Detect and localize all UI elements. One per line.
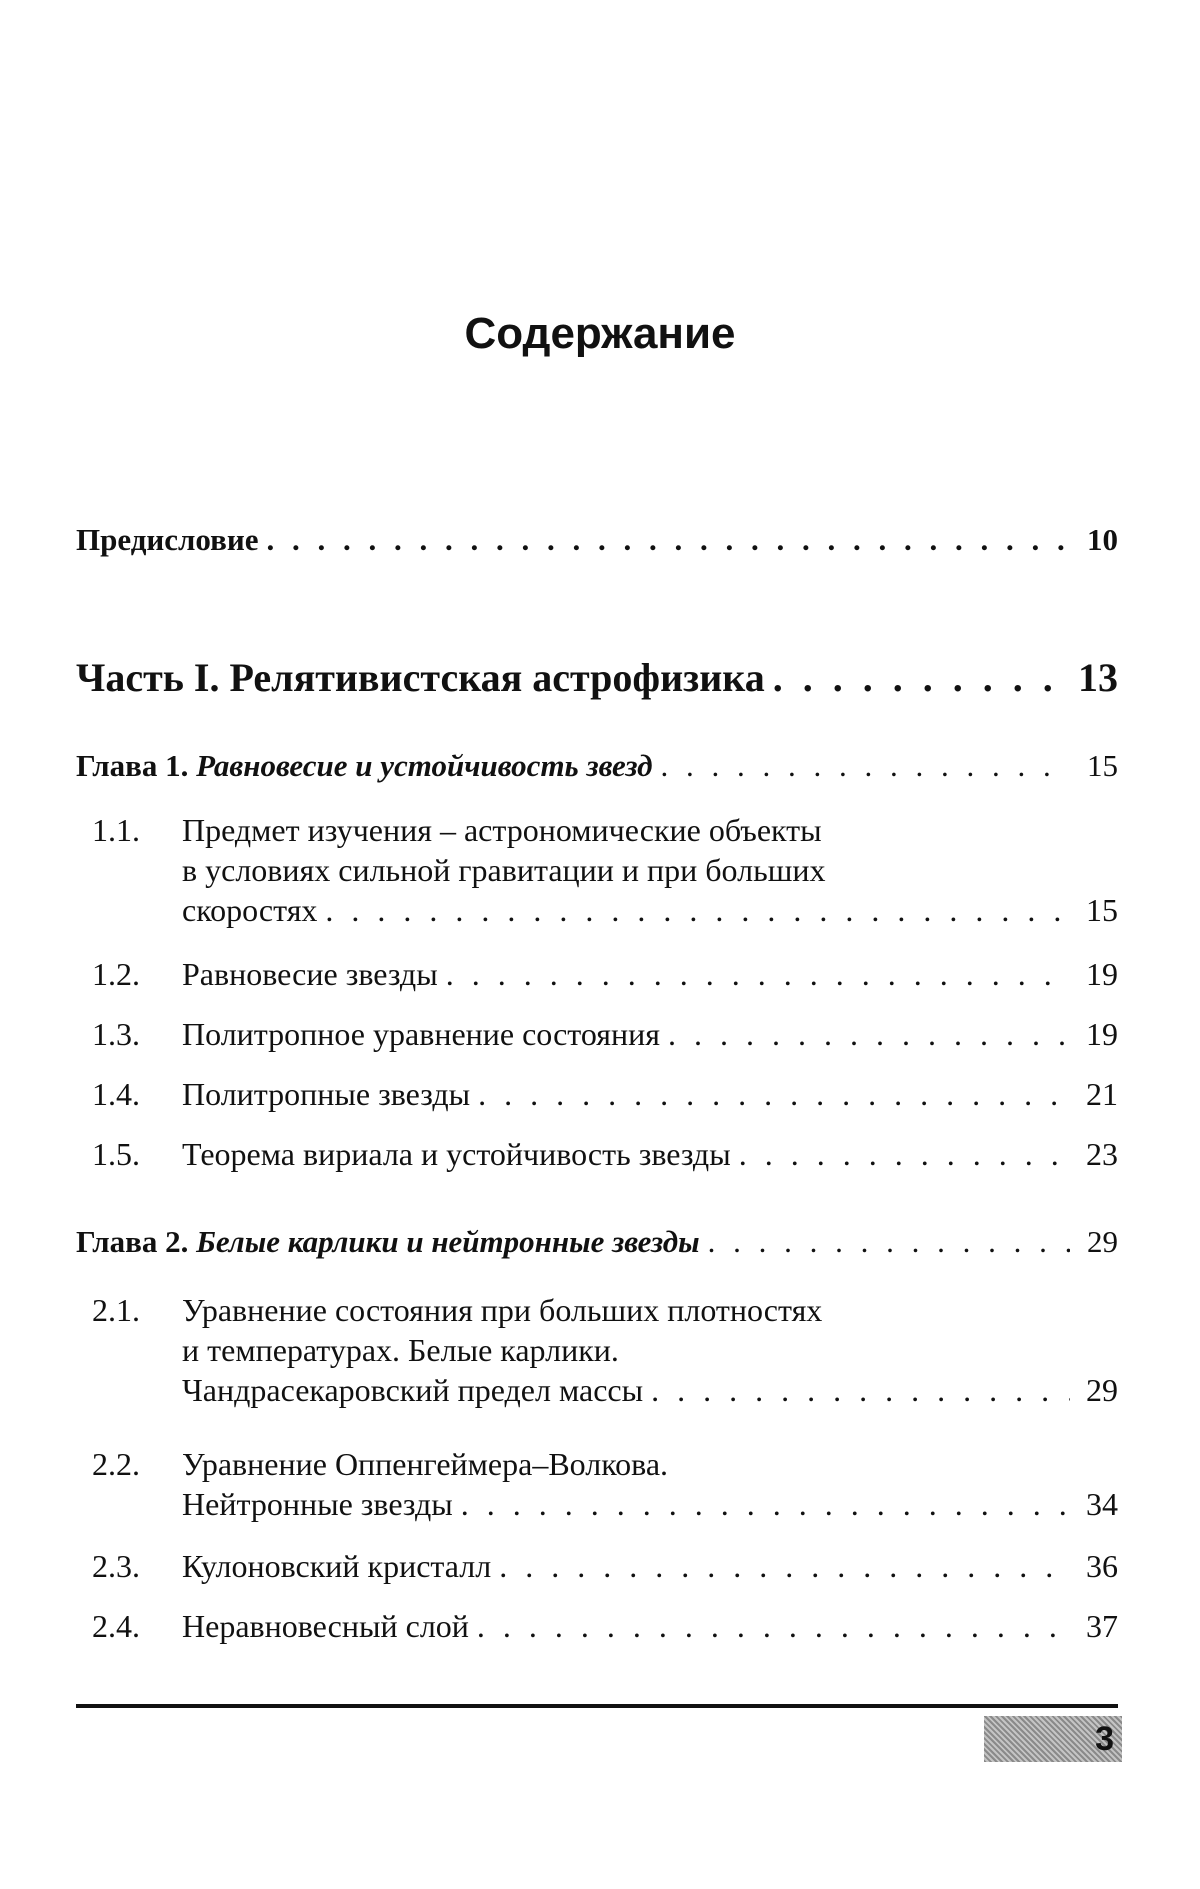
leader-dots <box>668 1014 1070 1054</box>
section-title-line: Нейтронные звезды <box>182 1486 453 1522</box>
leader-dots <box>651 1370 1070 1410</box>
toc-entry-section-1-2[interactable] <box>92 954 1118 994</box>
toc-entry-section-1-1[interactable] <box>92 810 1118 930</box>
footer-rule <box>76 1704 1118 1708</box>
section-title-line: и температурах. Белые карлики. <box>182 1332 619 1368</box>
toc-entry-section-1-4[interactable] <box>92 1074 1118 1114</box>
section-number: 1.2. <box>92 956 140 992</box>
section-title-line: Уравнение Оппенгеймера–Волкова. <box>182 1446 669 1482</box>
leader-dots <box>446 954 1070 994</box>
leader-dots <box>739 1134 1070 1174</box>
leader-dots <box>773 654 1070 701</box>
toc-entry-chapter-2[interactable] <box>76 1224 1118 1260</box>
section-number: 1.5. <box>92 1136 140 1172</box>
toc-page-number: 19 <box>1086 956 1118 992</box>
toc-page-number: 21 <box>1086 1076 1118 1112</box>
toc-page-number: 23 <box>1086 1136 1118 1172</box>
toc-entry-section-1-5[interactable] <box>92 1134 1118 1174</box>
section-title-line: Политропные звезды <box>182 1076 471 1112</box>
toc-page-number: 37 <box>1086 1608 1118 1644</box>
toc-page-number: 13 <box>1078 655 1118 700</box>
section-title-line: Чандрасекаровский предел массы <box>182 1372 644 1408</box>
section-number: 2.4. <box>92 1608 140 1644</box>
leader-dots <box>461 1484 1070 1524</box>
toc-entry-title: Предисловие <box>76 522 259 557</box>
toc-entry-section-2-3[interactable] <box>92 1546 1118 1586</box>
section-number: 2.2. <box>92 1446 140 1482</box>
section-title-line: Уравнение состояния при больших плотностях <box>182 1292 823 1328</box>
leader-dots <box>499 1546 1070 1586</box>
toc-page-number: 34 <box>1086 1486 1118 1522</box>
toc-entry-chapter-1[interactable] <box>76 748 1118 784</box>
leader-dots <box>660 748 1070 784</box>
section-number: 1.4. <box>92 1076 140 1112</box>
leader-dots <box>477 1606 1070 1646</box>
toc-entry-section-2-2[interactable] <box>92 1444 1118 1524</box>
section-title-line: Теорема вириала и устойчивость звезды <box>182 1136 731 1172</box>
leader-dots <box>325 890 1070 930</box>
toc-page-number: 10 <box>1087 522 1118 557</box>
leader-dots <box>267 522 1071 558</box>
page-title: Содержание <box>464 309 736 358</box>
toc-page-number: 29 <box>1086 1372 1118 1408</box>
toc-page-number: 15 <box>1087 748 1118 783</box>
section-title-line: Равновесие звезды <box>182 956 438 992</box>
toc-page-number: 19 <box>1086 1016 1118 1052</box>
toc-entry-section-2-4[interactable] <box>92 1606 1118 1646</box>
section-title-line: Политропное уравнение состояния <box>182 1016 660 1052</box>
section-number: 2.1. <box>92 1292 140 1328</box>
leader-dots <box>708 1224 1070 1260</box>
chapter-title: Белые карлики и нейтронные звезды <box>196 1224 700 1259</box>
toc-page-number: 29 <box>1087 1224 1118 1259</box>
toc-entry-section-1-3[interactable] <box>92 1014 1118 1054</box>
chapter-label: Глава 1. <box>76 748 189 783</box>
page-number-folio <box>984 1716 1122 1762</box>
chapter-label: Глава 2. <box>76 1224 189 1259</box>
toc-entry-section-2-1[interactable] <box>92 1290 1118 1410</box>
toc-page-number: 36 <box>1086 1548 1118 1584</box>
section-number: 1.1. <box>92 812 140 848</box>
section-title-line: в условиях сильной гравитации и при больших <box>182 852 826 888</box>
toc-entry-part-1[interactable] <box>76 654 1118 701</box>
section-title-line: Неравновесный слой <box>182 1608 469 1644</box>
section-title-line: скоростях <box>182 892 318 928</box>
toc-entry-preface[interactable] <box>76 522 1118 558</box>
section-title-line: Предмет изучения – астрономические объекты <box>182 812 822 848</box>
folio-number: 3 <box>1095 1719 1114 1758</box>
toc-page-number: 15 <box>1086 892 1118 928</box>
leader-dots <box>478 1074 1070 1114</box>
section-title-line: Кулоновский кристалл <box>182 1548 492 1584</box>
chapter-title: Равновесие и устойчивость звезд <box>196 748 653 783</box>
toc-entry-title: Часть I. Релятивистская астрофизика <box>76 655 765 700</box>
section-number: 1.3. <box>92 1016 140 1052</box>
section-number: 2.3. <box>92 1548 140 1584</box>
